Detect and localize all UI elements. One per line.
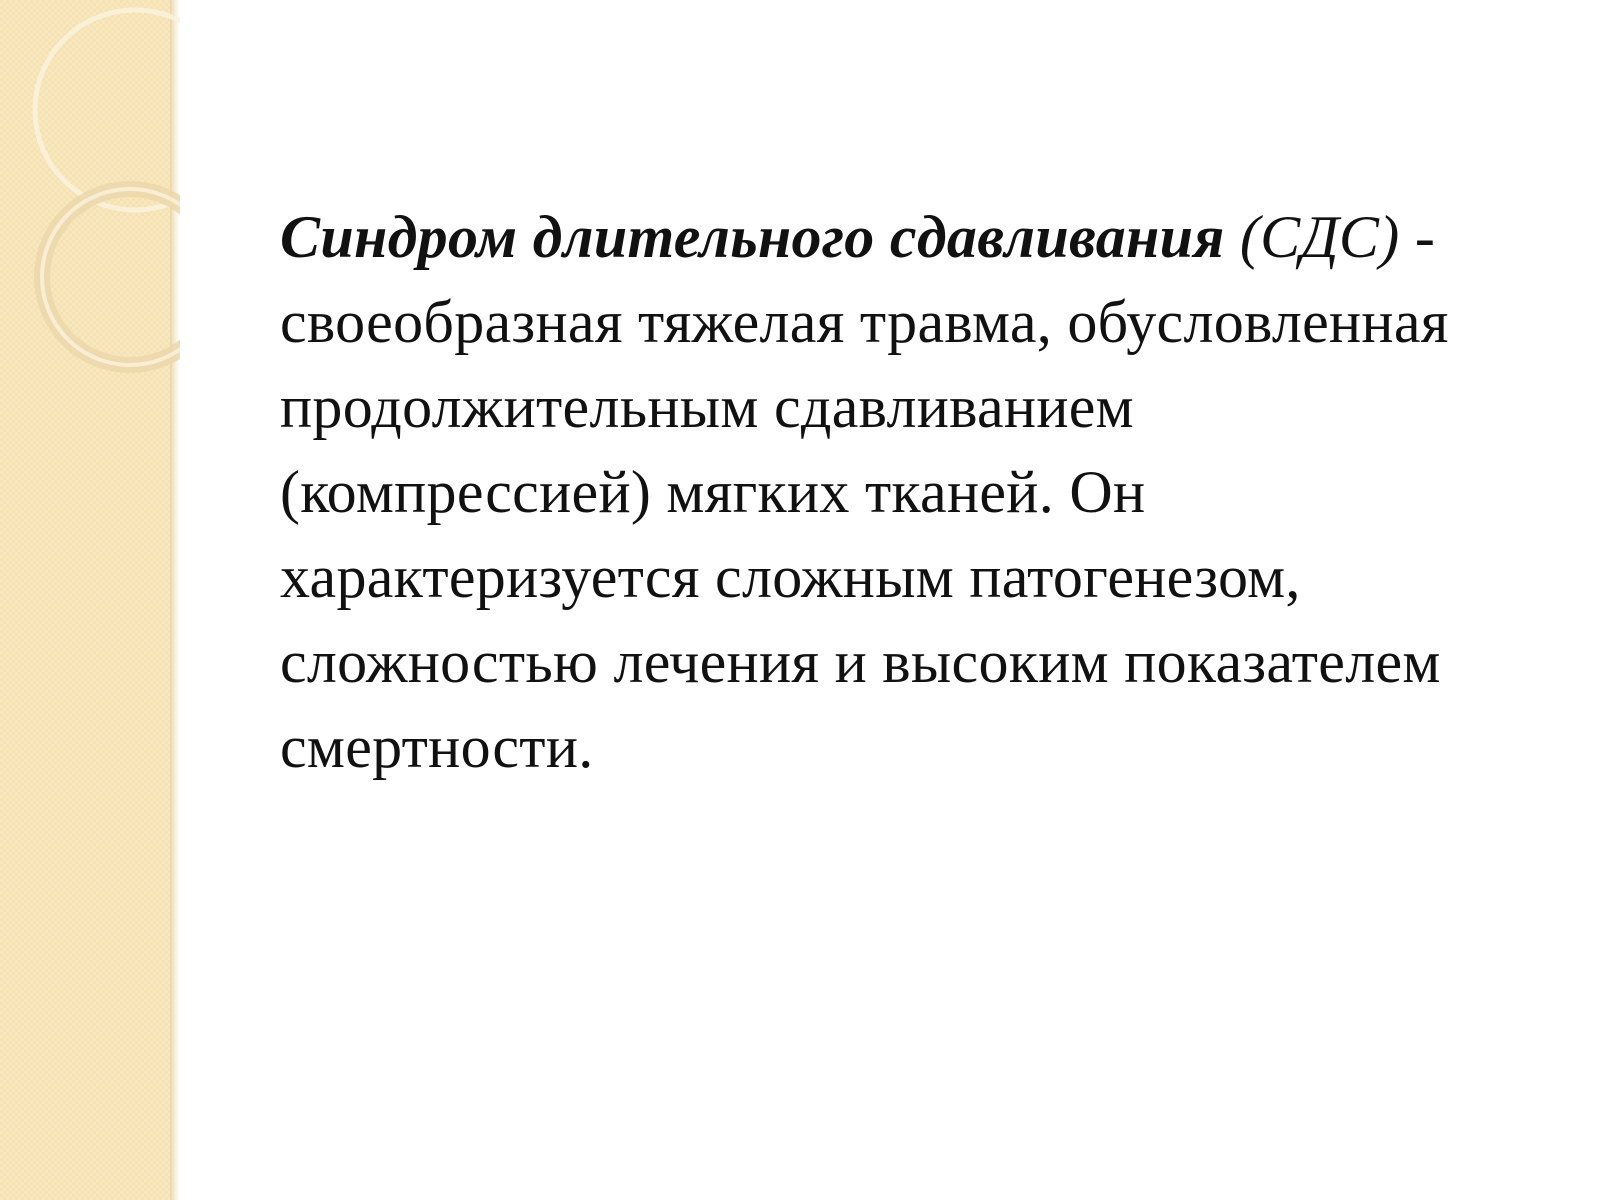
decorative-sidebar	[0, 0, 172, 1200]
definition-text: - своеобразная тяжелая травма, обусловленная продолжительным сдавливанием (компрессией) мягких тканей. Он характеризуется сложным патогенезом, сложностью лечения и высоким показателем смертности.	[280, 204, 1449, 780]
term-heading: Синдром длительного сдавливания	[280, 204, 1225, 270]
sidebar-edge-shadow	[170, 0, 180, 1200]
term-abbreviation: (СДС)	[1239, 204, 1400, 270]
slide-body-text	[280, 195, 1520, 790]
